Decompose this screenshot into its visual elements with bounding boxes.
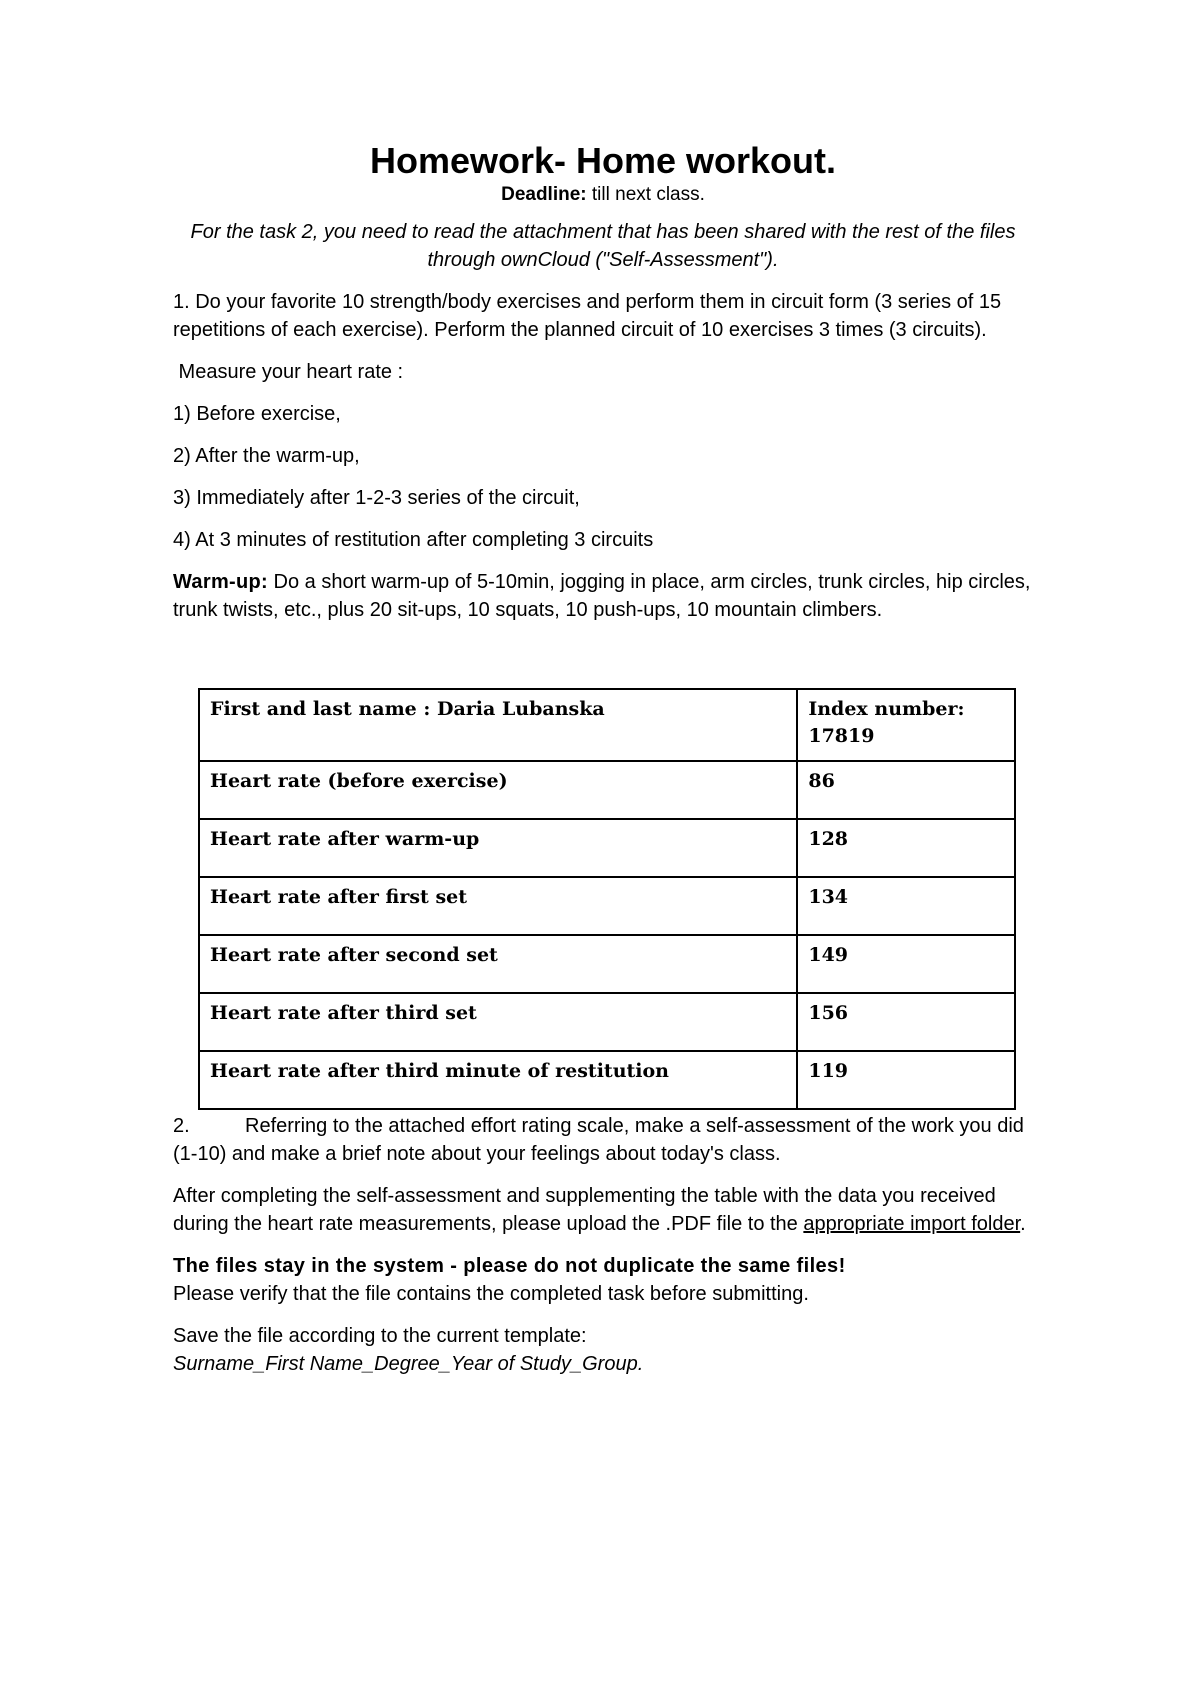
table-row [199, 935, 1015, 993]
duplicate-warning: The files stay in the system - please do not duplicate the same files! [173, 1255, 846, 1277]
table-row [199, 1051, 1015, 1109]
deadline-line [173, 182, 1033, 208]
row-value: 86 [797, 761, 1015, 819]
row-value: 149 [797, 935, 1015, 993]
warmup-text: Do a short warm-up of 5-10min, jogging in place, arm circles, trunk circles, hip circles, trunk twists, etc., plus 20 sit-ups, 10 squats, 10 push-ups, 10 mountain climbers. [173, 571, 1031, 621]
task2-paragraph [173, 1112, 1033, 1168]
row-label: Heart rate (before exercise) [199, 761, 797, 819]
table-header-row [199, 689, 1015, 761]
row-label: Heart rate after warm-up [199, 819, 797, 877]
task2-text: Referring to the attached effort rating scale, make a self-assessment of the work you did (1-10) and make a brief note about your feelings about today's class. [173, 1115, 1024, 1165]
row-value: 156 [797, 993, 1015, 1051]
row-label: Heart rate after third set [199, 993, 797, 1051]
measure-step-1: 1) Before exercise, [173, 403, 341, 425]
row-value: 128 [797, 819, 1015, 877]
name-cell: First and last name : Daria Lubanska [199, 689, 797, 761]
save-paragraph [173, 1322, 1033, 1378]
index-value: 17819 [808, 725, 875, 747]
row-value: 134 [797, 877, 1015, 935]
import-folder-link[interactable]: appropriate import folder [803, 1213, 1021, 1235]
row-label: Heart rate after second set [199, 935, 797, 993]
measure-step-2: 2) After the warm-up, [173, 445, 360, 467]
warning-paragraph [173, 1252, 1033, 1308]
table-row [199, 819, 1015, 877]
deadline-label: Deadline: [501, 184, 587, 205]
measure-intro: Measure your heart rate : [173, 361, 404, 383]
table-row [199, 761, 1015, 819]
save-template: Surname_First Name_Degree_Year of Study_Group. [173, 1353, 644, 1375]
intro-note: For the task 2, you need to read the attachment that has been shared with the rest of the files through ownCloud ("Self-Assessment"). [190, 221, 1016, 271]
save-intro: Save the file according to the current template: [173, 1325, 587, 1347]
upload-text: After completing the self-assessment and supplementing the table with the data you received during the heart rate measurements, please upload the .PDF file to the [173, 1185, 996, 1235]
table-row [199, 877, 1015, 935]
table-row [199, 993, 1015, 1051]
upload-paragraph [173, 1182, 1033, 1238]
verify-note: Please verify that the file contains the completed task before submitting. [173, 1283, 809, 1305]
warmup-label: Warm-up: [173, 571, 268, 593]
row-label: Heart rate after first set [199, 877, 797, 935]
index-cell [797, 689, 1015, 761]
task2-number: 2. [173, 1115, 190, 1137]
heart-rate-table [198, 688, 1016, 1110]
task1-text: 1. Do your favorite 10 strength/body exercises and perform them in circuit form (3 series of 15 repetitions of each exercise). Perform the planned circuit of 10 exercises 3 times (3 circuits). [173, 291, 1002, 341]
warmup-paragraph [173, 568, 1033, 624]
deadline-value: till next class. [586, 184, 705, 205]
index-label: Index number: [808, 698, 965, 720]
upload-end: . [1020, 1213, 1026, 1235]
document-page [173, 140, 1033, 1378]
row-value: 119 [797, 1051, 1015, 1109]
measure-step-3: 3) Immediately after 1-2-3 series of the circuit, [173, 487, 580, 509]
row-label: Heart rate after third minute of restitution [199, 1051, 797, 1109]
document-title: Homework- Home workout. [369, 140, 837, 181]
measure-step-4: 4) At 3 minutes of restitution after completing 3 circuits [173, 529, 654, 551]
